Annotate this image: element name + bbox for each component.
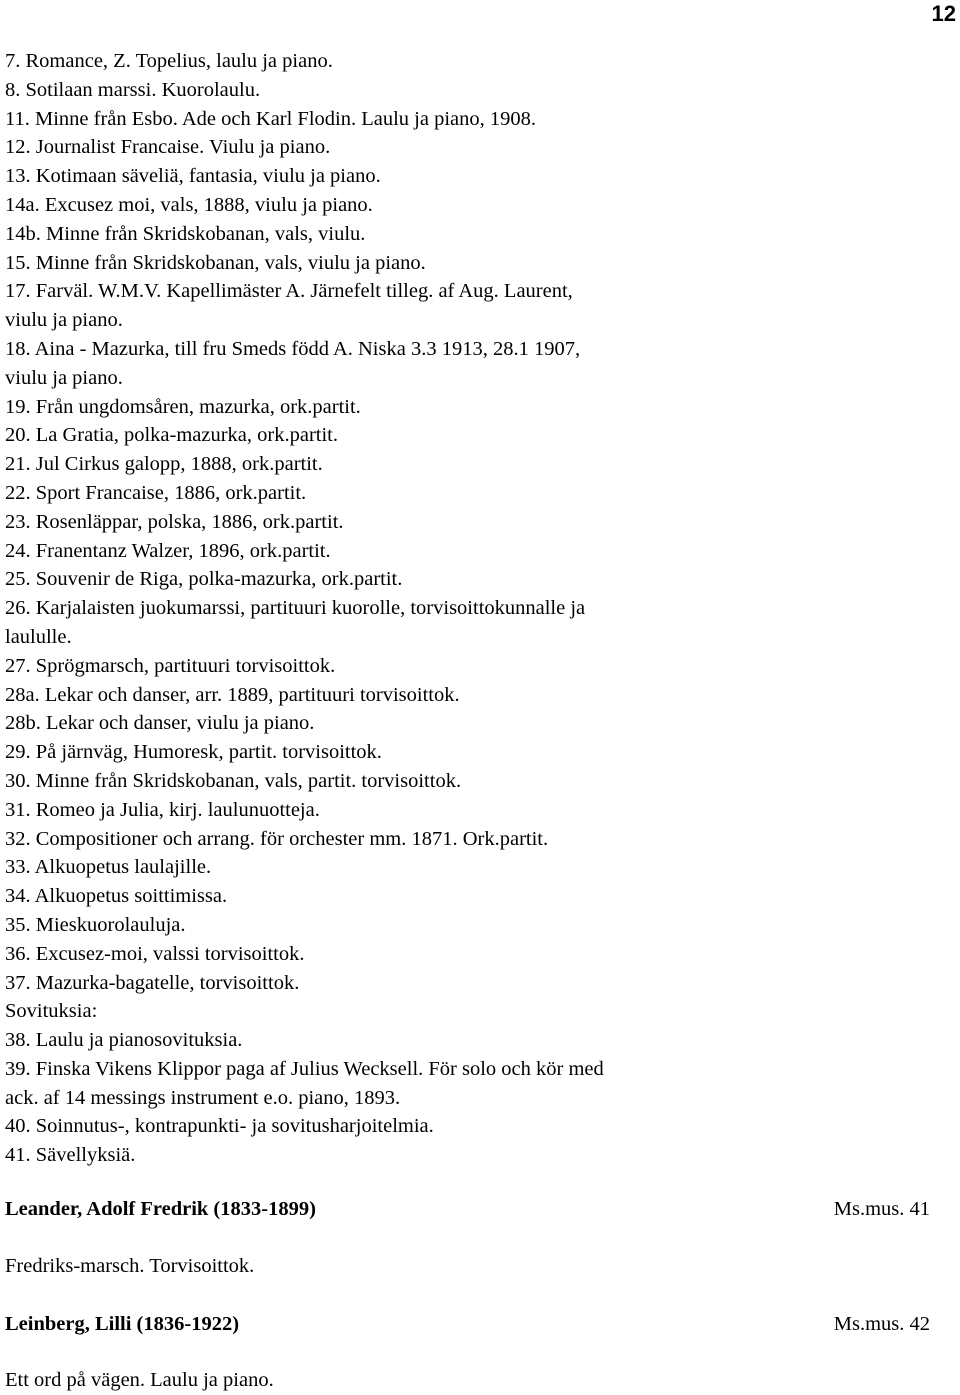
work-line: 37. Mazurka-bagatelle, torvisoittok. <box>5 971 300 994</box>
work-line: 20. La Gratia, polka-mazurka, ork.partit. <box>5 424 338 447</box>
work-line: 38. Laulu ja pianosovituksia. <box>5 1029 243 1052</box>
composer-name: Leander, Adolf Fredrik (1833-1899) <box>5 1198 316 1220</box>
work-line: 15. Minne från Skridskobanan, vals, viulu ja piano. <box>5 251 426 274</box>
composer-work-leander: Fredriks-marsch. Torvisoittok. <box>5 1255 255 1277</box>
work-line: 11. Minne från Esbo. Ade och Karl Flodin. Laulu ja piano, 1908. <box>5 107 537 130</box>
work-line: 34. Alkuopetus soittimissa. <box>5 885 228 908</box>
works-list <box>5 47 945 1170</box>
work-line: 28b. Lekar och danser, viulu ja piano. <box>5 712 315 735</box>
work-line: 30. Minne från Skridskobanan, vals, partit. torvisoittok. <box>5 769 462 792</box>
work-line: viulu ja piano. <box>5 366 123 389</box>
work-line: 22. Sport Francaise, 1886, ork.partit. <box>5 481 307 504</box>
work-line: 40. Soinnutus-, kontrapunkti- ja sovitusharjoitelmia. <box>5 1115 434 1138</box>
work-line: 31. Romeo ja Julia, kirj. laulunuotteja. <box>5 798 320 821</box>
composer-shelfmark: Ms.mus. 41 <box>833 1198 930 1220</box>
work-line: 21. Jul Cirkus galopp, 1888, ork.partit. <box>5 453 323 476</box>
work-line: 36. Excusez-moi, valssi torvisoittok. <box>5 942 305 965</box>
work-line: 27. Sprögmarsch, partituuri torvisoittok. <box>5 654 336 677</box>
work-line: 26. Karjalaisten juokumarssi, partituuri kuorolle, torvisoittokunnalle ja <box>5 597 586 620</box>
work-line: 14a. Excusez moi, vals, 1888, viulu ja piano. <box>5 193 373 216</box>
work-line: 32. Compositioner och arrang. för orchester mm. 1871. Ork.partit. <box>5 827 549 850</box>
work-line: 18. Aina - Mazurka, till fru Smeds född A. Niska 3.3 1913, 28.1 1907, <box>5 337 581 360</box>
composer-name: Leinberg, Lilli (1836-1922) <box>5 1313 240 1335</box>
work-line: 14b. Minne från Skridskobanan, vals, viulu. <box>5 222 366 245</box>
composer-heading-leinberg <box>5 1310 930 1338</box>
work-line: 13. Kotimaan säveliä, fantasia, viulu ja piano. <box>5 165 381 188</box>
work-line: 35. Mieskuorolauluja. <box>5 913 186 936</box>
composer-heading-leander <box>5 1195 930 1223</box>
work-line: 39. Finska Vikens Klippor paga af Julius Wecksell. För solo och kör med <box>5 1057 604 1080</box>
work-line: Sovituksia: <box>5 1000 98 1023</box>
composer-shelfmark: Ms.mus. 42 <box>833 1313 930 1335</box>
work-line: 29. På järnväg, Humoresk, partit. torvisoittok. <box>5 741 382 764</box>
work-line: ack. af 14 messings instrument e.o. piano, 1893. <box>5 1086 401 1109</box>
work-line: 25. Souvenir de Riga, polka-mazurka, ork.partit. <box>5 568 403 591</box>
work-line: 24. Franentanz Walzer, 1896, ork.partit. <box>5 539 331 562</box>
work-line: 28a. Lekar och danser, arr. 1889, partituuri torvisoittok. <box>5 683 460 706</box>
work-line: laululle. <box>5 625 72 648</box>
page-number: 12 <box>931 1 956 26</box>
work-line: viulu ja piano. <box>5 309 123 332</box>
work-line: 17. Farväl. W.M.V. Kapellimäster A. Järnefelt tilleg. af Aug. Laurent, <box>5 280 573 303</box>
work-line: 12. Journalist Francaise. Viulu ja piano. <box>5 136 331 159</box>
work-line: 19. Från ungdomsåren, mazurka, ork.partit. <box>5 395 361 418</box>
work-line: 41. Sävellyksiä. <box>5 1144 136 1167</box>
work-line: 33. Alkuopetus laulajille. <box>5 856 212 879</box>
work-line: 8. Sotilaan marssi. Kuorolaulu. <box>5 78 261 101</box>
work-line: 7. Romance, Z. Topelius, laulu ja piano. <box>5 50 333 72</box>
work-line: 23. Rosenläppar, polska, 1886, ork.partit. <box>5 510 344 533</box>
composer-work-leinberg: Ett ord på vägen. Laulu ja piano. <box>5 1369 274 1391</box>
